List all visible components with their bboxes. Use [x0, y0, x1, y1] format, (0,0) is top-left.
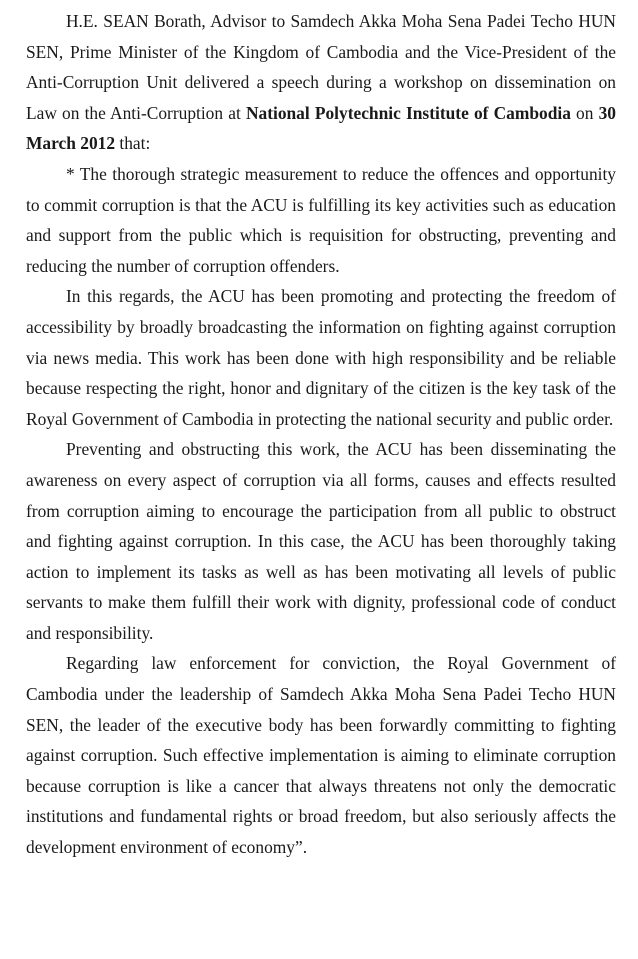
- venue-name: National Polytechnic Institute of Cambodia: [245, 102, 571, 123]
- paragraph-awareness: Preventing and obstructing this work, the ACU has been disseminating the awareness on every aspect of corruption via all forms, causes and effects resulted from corruption aiming to encourage the participation from all public to obstruct and fighting against corruption. In this case, the ACU has been thoroughly taking action to implement its tasks as well as has been motivating all levels of public servants to make them fulfill their work with dignity, professional code of conduct and responsibility.: [26, 439, 616, 643]
- paragraph-strategic-measurement: * The thorough strategic measurement to reduce the offences and opportunity to commit corruption is that the ACU is fulfilling its key activities such as education and support from the public which is requisition for obstructing, preventing and reducing the number of corruption offenders.: [26, 163, 616, 276]
- speech-date: 30 March 2012: [26, 102, 616, 154]
- document-page: [26, 6, 616, 863]
- intro-text-2: on: [570, 102, 599, 123]
- intro-paragraph: [26, 6, 616, 159]
- paragraph-freedom-of-accessibility: In this regards, the ACU has been promoting and protecting the freedom of accessibility by broadly broadcasting the information on fighting against corruption via news media. This work has been done with high responsibility and be reliable because respecting the right, honor and dignitary of the citizen is the key task of the Royal Government of Cambodia in protecting the national security and public order.: [26, 286, 616, 429]
- paragraph-law-enforcement: Regarding law enforcement for conviction, the Royal Government of Cambodia under the leadership of Samdech Akka Moha Sena Padei Techo HUN SEN, the leader of the executive body has been forwardly committing to fighting against corruption. Such effective implementation is aiming to eliminate corruption because corruption is like a cancer that always threatens not only the democratic institutions and fundamental rights or broad freedom, but also seriously affects the development environment of economy”.: [26, 653, 616, 858]
- intro-text-3: that:: [115, 133, 151, 154]
- intro-text-1: H.E. SEAN Borath, Advisor to Samdech Akka Moha Sena Padei Techo HUN SEN, Prime Minister of the Kingdom of Cambodia and the Vice-President of the Anti-Corruption Unit delivered a speech during a workshop on dissemination on Law on the Anti-Corruption at: [26, 11, 616, 123]
